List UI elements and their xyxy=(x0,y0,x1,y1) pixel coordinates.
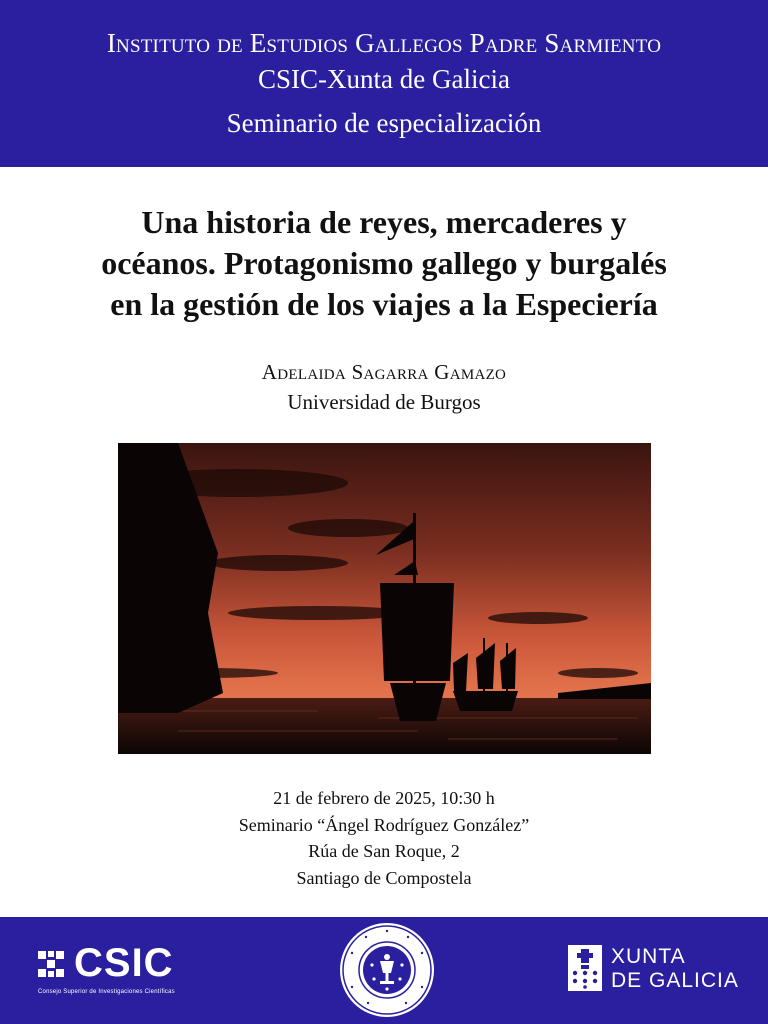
xunta-emblem-icon xyxy=(568,945,602,991)
csic-logo xyxy=(36,941,206,1009)
csic-wordmark: CSIC xyxy=(74,941,174,985)
footer-band xyxy=(0,917,768,1024)
xunta-line2: DE GALICIA xyxy=(611,969,739,992)
title-line: Una historia de reyes, mercaderes y xyxy=(141,204,627,240)
institute-affiliation: CSIC-Xunta de Galicia xyxy=(258,64,510,94)
event-city: Santiago de Compostela xyxy=(296,867,472,888)
csic-emblem-icon xyxy=(36,949,66,979)
csic-fullname: Consejo Superior de Investigaciones Científicas xyxy=(38,989,175,995)
sailing-ships-photo xyxy=(118,443,651,754)
xunta-wordmark xyxy=(611,945,739,993)
event-details xyxy=(0,785,768,891)
talk-title xyxy=(30,202,738,325)
event-datetime: 21 de febrero de 2025, 10:30 h xyxy=(273,788,495,808)
event-address: Rúa de San Roque, 2 xyxy=(308,841,460,861)
xunta-logo xyxy=(568,945,738,995)
header-band xyxy=(0,0,768,167)
event-type: Seminario de especialización xyxy=(226,108,542,138)
title-line: en la gestión de los viajes a la Especiería xyxy=(110,286,658,322)
title-line: océanos. Protagonismo gallego y burgalés xyxy=(101,245,667,281)
speaker-name: Adelaida Sagarra Gamazo xyxy=(261,360,507,384)
xunta-line1: XUNTA xyxy=(611,945,686,968)
speaker-affiliation: Universidad de Burgos xyxy=(287,390,481,414)
institute-name: Instituto de Estudios Gallegos Padre Sarmiento xyxy=(106,28,662,58)
event-room: Seminario “Ángel Rodríguez González” xyxy=(238,814,530,835)
institute-seal-icon xyxy=(338,921,436,1019)
